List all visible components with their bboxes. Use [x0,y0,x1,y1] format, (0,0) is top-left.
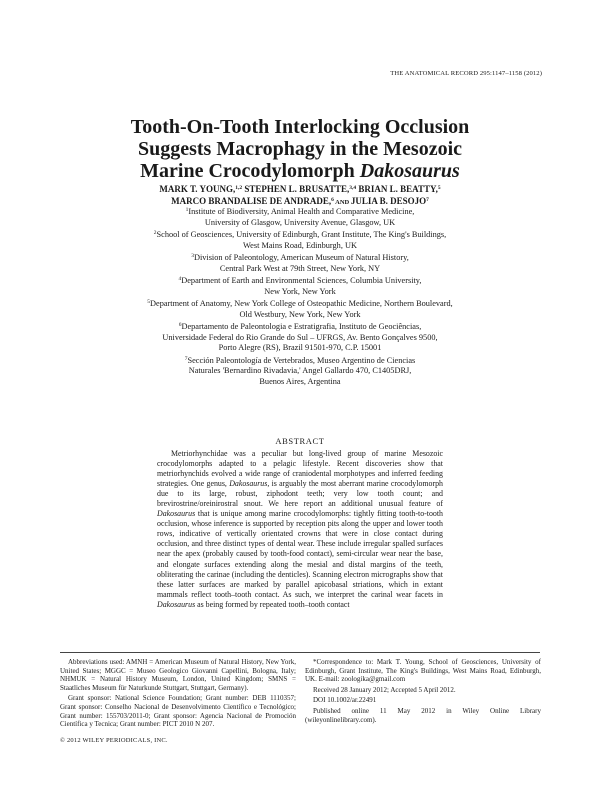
affiliation-text: School of Geosciences, University of Edinburgh, Grant Institute, The King's Buildings, [156,230,447,239]
affiliation-text: Department of Anatomy, New York College of Osteopathic Medicine, Northern Boulevard, [150,299,453,308]
affiliation-6 [60,320,540,354]
affiliation-2 [60,228,540,251]
affiliation-text: Naturales 'Bernardino Rivadavia,' Angel Gallardo 470, C1405DRJ, [188,366,412,375]
affiliation-1 [60,205,540,228]
affiliation-text: West Mains Road, Edinburgh, UK [243,240,357,250]
article-title [60,116,540,182]
author-2-sup: 3,4 [349,185,357,191]
footnotes-left [60,658,296,731]
affiliation-text: University of Glasgow, University Avenue, Glasgow, UK [204,217,396,227]
affiliation-sup: 7 [184,355,188,362]
affiliation-text: Division of Paleontology, American Museum of Natural History, [193,253,409,262]
affiliation-text: Department of Earth and Environmental Sciences, Columbia University, [181,276,422,285]
affiliation-text: Sección Paleontología de Vertebrados, Museo Argentino de Ciencias [187,355,416,365]
affiliation-3 [60,251,540,274]
correspondence-note: *Correspondence to: Mark T. Young, School of Geosciences, University of Edinburgh, Grant Institute, The King's Buildings, West Mains Road, Edinburgh, UK. E-mail: zoologika@gmail.com [305,658,541,684]
affiliation-4 [60,274,540,297]
affiliation-text: Central Park West at 79th Street, New York, NY [219,263,381,273]
affiliation-sup: 6 [178,322,182,328]
title-genus: Dakosaurus [359,160,460,182]
author-and: AND [333,199,351,206]
affiliation-text: Buenos Aires, Argentina [259,376,341,386]
author-5-sup: 7 [426,197,429,203]
grant-note: Grant sponsor: National Science Foundation; Grant number: DEB 1110357; Grant sponsor: Conselho Nacional de Desenvolvimento Científico e Tecnológico; Grant number: 155703/2011-0; Grant sponsor: Agencia Nacional de Promoción Científica y Tecnica; Grant number: PICT 2010 N 207. [60,694,296,729]
author-4-sup: 6 [331,197,334,203]
received-note: Received 28 January 2012; Accepted 5 April 2012. [313,685,456,694]
author-1-sup: 1,2 [235,185,243,191]
affiliation-sup: 2 [153,230,157,236]
affiliation-text: Old Westbury, New York, New York [239,309,361,319]
affiliation-text: Departamento de Paleontologia e Estratigrafia, Instituto de Geociências, [181,322,422,331]
published-note: Published online 11 May 2012 in Wiley Online Library (wileyonlinelibrary.com). [305,706,541,724]
affiliation-text: Porto Alegre (RS), Brazil 91501-970, C.P. 15001 [218,343,382,352]
affiliation-sup: 4 [178,276,182,282]
affiliations [60,205,540,387]
abstract-genus: Dakosaurus [157,509,196,519]
abstract-text: , is arguably the most aberrant marine crocodylomorph due to its large, robust, ziphodont teeth; very low tooth count; and brevirostrine/oreinirostral snout. We here report an additional unusual feature of [157,479,443,509]
copyright-line: © 2012 WILEY PERIODICALS, INC. [60,737,168,744]
title-line-1: Tooth-On-Tooth Interlocking Occlusion [130,116,470,138]
doi-note: DOI 10.1002/ar.22491 [313,696,377,705]
abstract-genus: Dakosaurus [229,479,268,489]
title-line-2: Suggests Macrophagy in the Mesozoic [137,138,463,160]
abstract-text: as being formed by repeated tooth–tooth contact [195,599,350,609]
footnotes-right [305,658,541,726]
abstract-text: that is unique among marine crocodylomorphs: tightly fitting tooth-to-tooth occlusion, whose inference is supported by reception pits along the upper and lower tooth rows, indicative of vertically orientated crowns that were in close contact during occlusion, and three distinct types of dental wear. These include irregular spalled surfaces near the apex (probably caused by tooth-food contact), semi-circular wear near the base, and elongate surfaces extending along the mesial and distal margins of the teeth, obliterating the carinae (including the denticles). Scanning electron micrographs show that these latter surfaces are marked by parallel apicobasal striations, which in extant mammals reflect tooth–tooth contact. As such, we interpret the carinal wear facets in [157,509,443,599]
affiliation-5 [60,297,540,320]
abbreviations-note: Abbreviations used: AMNH = American Museum of Natural History, New York, United States; MGGC = Museo Geologico Giovanni Capellini, Bologna, Italy; NHMUK = Natural History Museum, London, United Kingdom; SMNS = Staatliches Museum für Naturkunde Stuttgart, Stuttgart, Germany). [60,658,296,692]
affiliation-text: Institute of Biodiversity, Animal Health and Comparative Medicine, [188,207,415,216]
affiliation-sup: 3 [191,253,194,259]
abstract-text: Metriorhynchidae was a peculiar but long-lived group of marine Mesozoic crocodylomorphs adapted to a pelagic lifestyle. Recent discoveries show that metriorhynchids evolved a wide range of craniodental morphotypes and inferred feeding strategies. One genus, [157,449,443,489]
author-3: BRIAN L. BEATTY, [356,184,438,194]
abstract-body [157,449,443,610]
footnote-divider [60,652,540,653]
running-head: THE ANATOMICAL RECORD 295:1147–1158 (2012) [390,70,542,77]
abstract-heading: ABSTRACT [275,436,325,446]
affiliation-text: New York, New York [264,286,336,296]
affiliation-7 [60,354,540,388]
affiliation-sup: 5 [147,299,151,305]
affiliation-sup: 1 [185,207,189,213]
author-3-sup: 5 [437,185,441,191]
abstract-genus: Dakosaurus [157,599,196,609]
author-5: JULIA B. DESOJO [350,196,427,206]
author-4: MARCO BRANDALISE DE ANDRADE, [171,196,332,206]
author-1: MARK T. YOUNG, [159,184,236,194]
affiliation-text: Universidade Federal do Rio Grande do Sul – UFRGS, Av. Bento Gonçalves 9500, [162,332,438,342]
author-2: STEPHEN L. BRUSATTE, [242,184,350,194]
title-line-3: Marine Crocodylomorph [140,160,360,182]
